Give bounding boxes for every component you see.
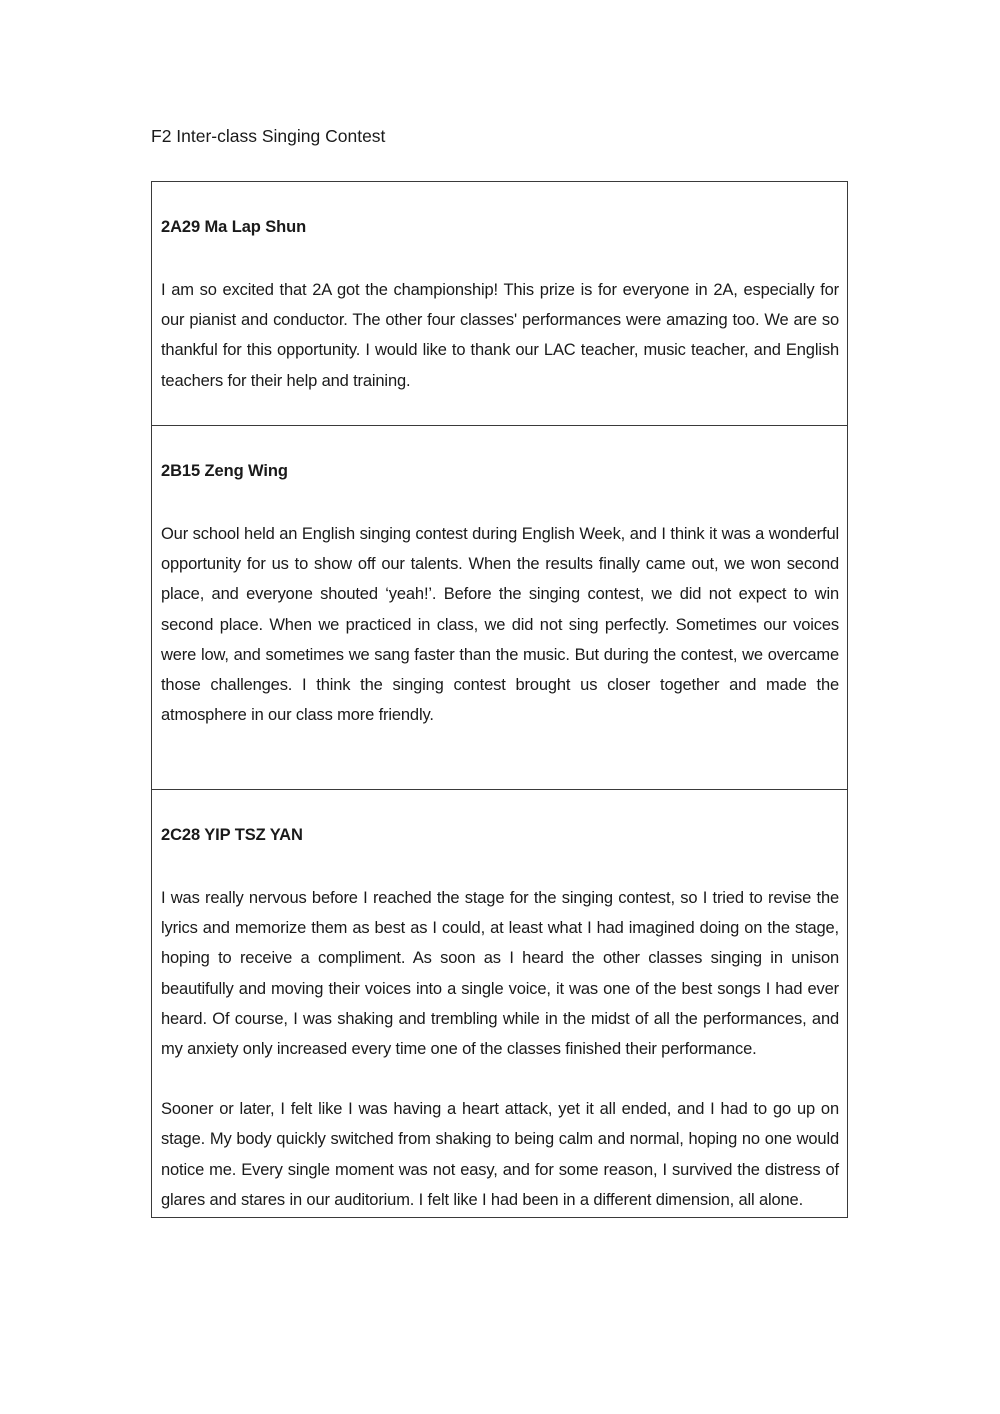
entry-cell [152,789,847,1217]
entry-author: 2A29 Ma Lap Shun [161,218,307,236]
page-title: F2 Inter-class Singing Contest [151,126,386,146]
entry-paragraph: I am so excited that 2A got the championship! This prize is for everyone in 2A, especially for our pianist and conductor. The other four classes' performances were amazing too. We are so thankful for this opportunity. I would like to thank our LAC teacher, music teacher, and English teachers for their help and training. [161,281,839,390]
entry-cell [152,182,847,425]
entry-cell [152,425,847,789]
entry-paragraph: I was really nervous before I reached the stage for the singing contest, so I tried to revise the lyrics and memorize them as best as I could, at least what I had imagined doing on the stage, hoping to receive a compliment. As soon as I heard the other classes singing in unison beautifully and moving their voices into a single voice, it was one of the best songs I had ever heard. Of course, I was shaking and trembling while in the midst of all the performances, and my anxiety only increased every time one of the classes finished their performance. [161,889,839,1059]
entry-paragraph: Sooner or later, I felt like I was having a heart attack, yet it all ended, and I had to go up on stage. My body quickly switched from shaking to being calm and normal, hoping no one would notice me. Every single moment was not easy, and for some reason, I survived the distress of glares and stares in our auditorium. I felt like I had been in a different dimension, all alone. [161,1100,839,1209]
entries-table [151,181,848,1218]
entry-paragraph: Our school held an English singing contest during English Week, and I think it was a wonderful opportunity for us to show off our talents. When the results finally came out, we won second place, and everyone shouted ‘yeah!’. Before the singing contest, we did not expect to win second place. When we practiced in class, we did not sing perfectly. Sometimes our voices were low, and sometimes we sang faster than the music. But during the contest, we overcame those challenges. I think the singing contest brought us closer together and made the atmosphere in our class more friendly. [161,525,839,725]
entry-author: 2B15 Zeng Wing [161,462,288,480]
entry-author: 2C28 YIP TSZ YAN [161,826,303,844]
